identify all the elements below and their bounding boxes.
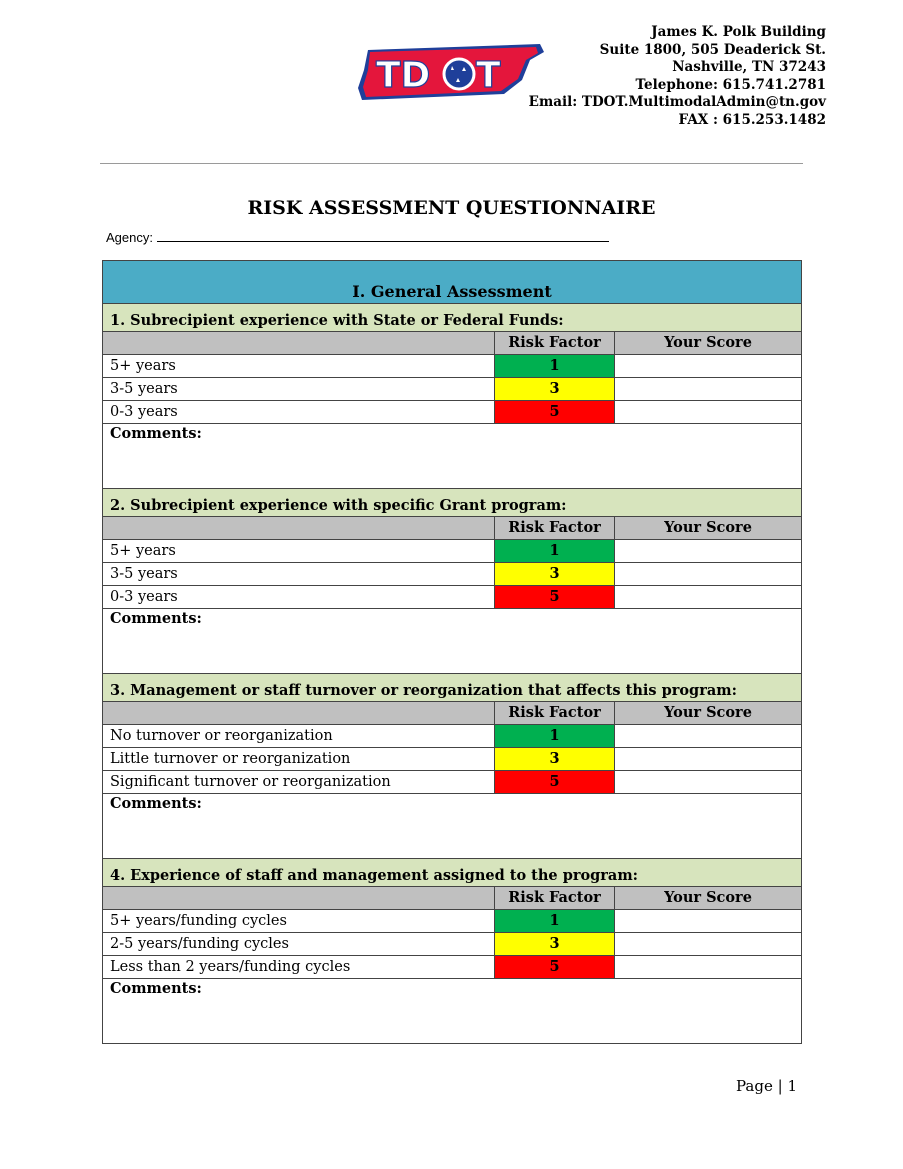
option-label: Significant turnover or reorganization [103, 771, 495, 794]
option-row [103, 771, 802, 794]
comments-label: Comments: [110, 425, 202, 442]
comments-field[interactable] [103, 979, 802, 1044]
option-row [103, 748, 802, 771]
risk-factor-value: 1 [495, 725, 615, 748]
question-title: 4. Experience of staff and management assigned to the program: [103, 859, 802, 887]
option-label: 5+ years [103, 540, 495, 563]
risk-factor-value: 5 [495, 956, 615, 979]
option-label: No turnover or reorganization [103, 725, 495, 748]
comments-field[interactable] [103, 609, 802, 674]
comments-label: Comments: [110, 795, 202, 812]
option-label: 3-5 years [103, 378, 495, 401]
risk-factor-value: 5 [495, 401, 615, 424]
your-score-header: Your Score [615, 332, 802, 355]
header-blank-cell [103, 332, 495, 355]
score-input-cell[interactable] [615, 563, 802, 586]
option-row [103, 563, 802, 586]
svg-text:TD: TD [376, 55, 431, 96]
risk-factor-header: Risk Factor [495, 887, 615, 910]
agency-field[interactable] [106, 230, 609, 245]
risk-factor-value: 5 [495, 586, 615, 609]
option-row [103, 933, 802, 956]
option-label: Less than 2 years/funding cycles [103, 956, 495, 979]
risk-factor-value: 3 [495, 933, 615, 956]
header-divider [100, 163, 803, 164]
document-title: RISK ASSESSMENT QUESTIONNAIRE [247, 197, 656, 219]
assessment-table [102, 260, 802, 1044]
option-label: 0-3 years [103, 586, 495, 609]
score-input-cell[interactable] [615, 771, 802, 794]
risk-factor-header: Risk Factor [495, 702, 615, 725]
address-line: James K. Polk Building [651, 24, 826, 40]
score-input-cell[interactable] [615, 910, 802, 933]
your-score-header: Your Score [615, 887, 802, 910]
question-title: 3. Management or staff turnover or reorganization that affects this program: [103, 674, 802, 702]
comments-field[interactable] [103, 794, 802, 859]
option-label: 2-5 years/funding cycles [103, 933, 495, 956]
risk-factor-value: 5 [495, 771, 615, 794]
option-label: Little turnover or reorganization [103, 748, 495, 771]
header-blank-cell [103, 887, 495, 910]
risk-factor-header: Risk Factor [495, 332, 615, 355]
tdot-logo [354, 40, 550, 104]
section-header: I. General Assessment [103, 261, 802, 304]
option-row [103, 586, 802, 609]
option-label: 5+ years [103, 355, 495, 378]
option-row [103, 355, 802, 378]
score-input-cell[interactable] [615, 540, 802, 563]
address-line: Suite 1800, 505 Deaderick St. [599, 41, 826, 58]
option-row [103, 540, 802, 563]
score-input-cell[interactable] [615, 956, 802, 979]
score-input-cell[interactable] [615, 401, 802, 424]
page-number: Page | 1 [736, 1077, 797, 1095]
score-input-cell[interactable] [615, 355, 802, 378]
risk-factor-value: 1 [495, 540, 615, 563]
option-row [103, 956, 802, 979]
risk-factor-value: 1 [495, 355, 615, 378]
risk-factor-value: 1 [495, 910, 615, 933]
header-blank-cell [103, 702, 495, 725]
option-label: 0-3 years [103, 401, 495, 424]
option-row [103, 725, 802, 748]
risk-factor-header: Risk Factor [495, 517, 615, 540]
score-input-cell[interactable] [615, 748, 802, 771]
option-row [103, 378, 802, 401]
option-label: 3-5 years [103, 563, 495, 586]
address-line: Nashville, TN 37243 [672, 59, 826, 76]
comments-label: Comments: [110, 980, 202, 997]
your-score-header: Your Score [615, 517, 802, 540]
svg-text:T: T [476, 55, 501, 96]
risk-factor-value: 3 [495, 563, 615, 586]
risk-factor-value: 3 [495, 378, 615, 401]
score-input-cell[interactable] [615, 933, 802, 956]
agency-blank-line[interactable] [157, 230, 609, 242]
option-row [103, 910, 802, 933]
comments-field[interactable] [103, 424, 802, 489]
score-input-cell[interactable] [615, 378, 802, 401]
header-blank-cell [103, 517, 495, 540]
question-title: 2. Subrecipient experience with specific Grant program: [103, 489, 802, 517]
fax: FAX : 615.253.1482 [678, 111, 826, 128]
telephone: Telephone: 615.741.2781 [635, 76, 826, 93]
agency-label: Agency: [106, 230, 153, 245]
question-title: 1. Subrecipient experience with State or Federal Funds: [103, 304, 802, 332]
your-score-header: Your Score [615, 702, 802, 725]
address-block [529, 24, 826, 130]
risk-factor-value: 3 [495, 748, 615, 771]
score-input-cell[interactable] [615, 725, 802, 748]
email: Email: TDOT.MultimodalAdmin@tn.gov [528, 94, 826, 111]
option-label: 5+ years/funding cycles [103, 910, 495, 933]
comments-label: Comments: [110, 610, 202, 627]
score-input-cell[interactable] [615, 586, 802, 609]
option-row [103, 401, 802, 424]
